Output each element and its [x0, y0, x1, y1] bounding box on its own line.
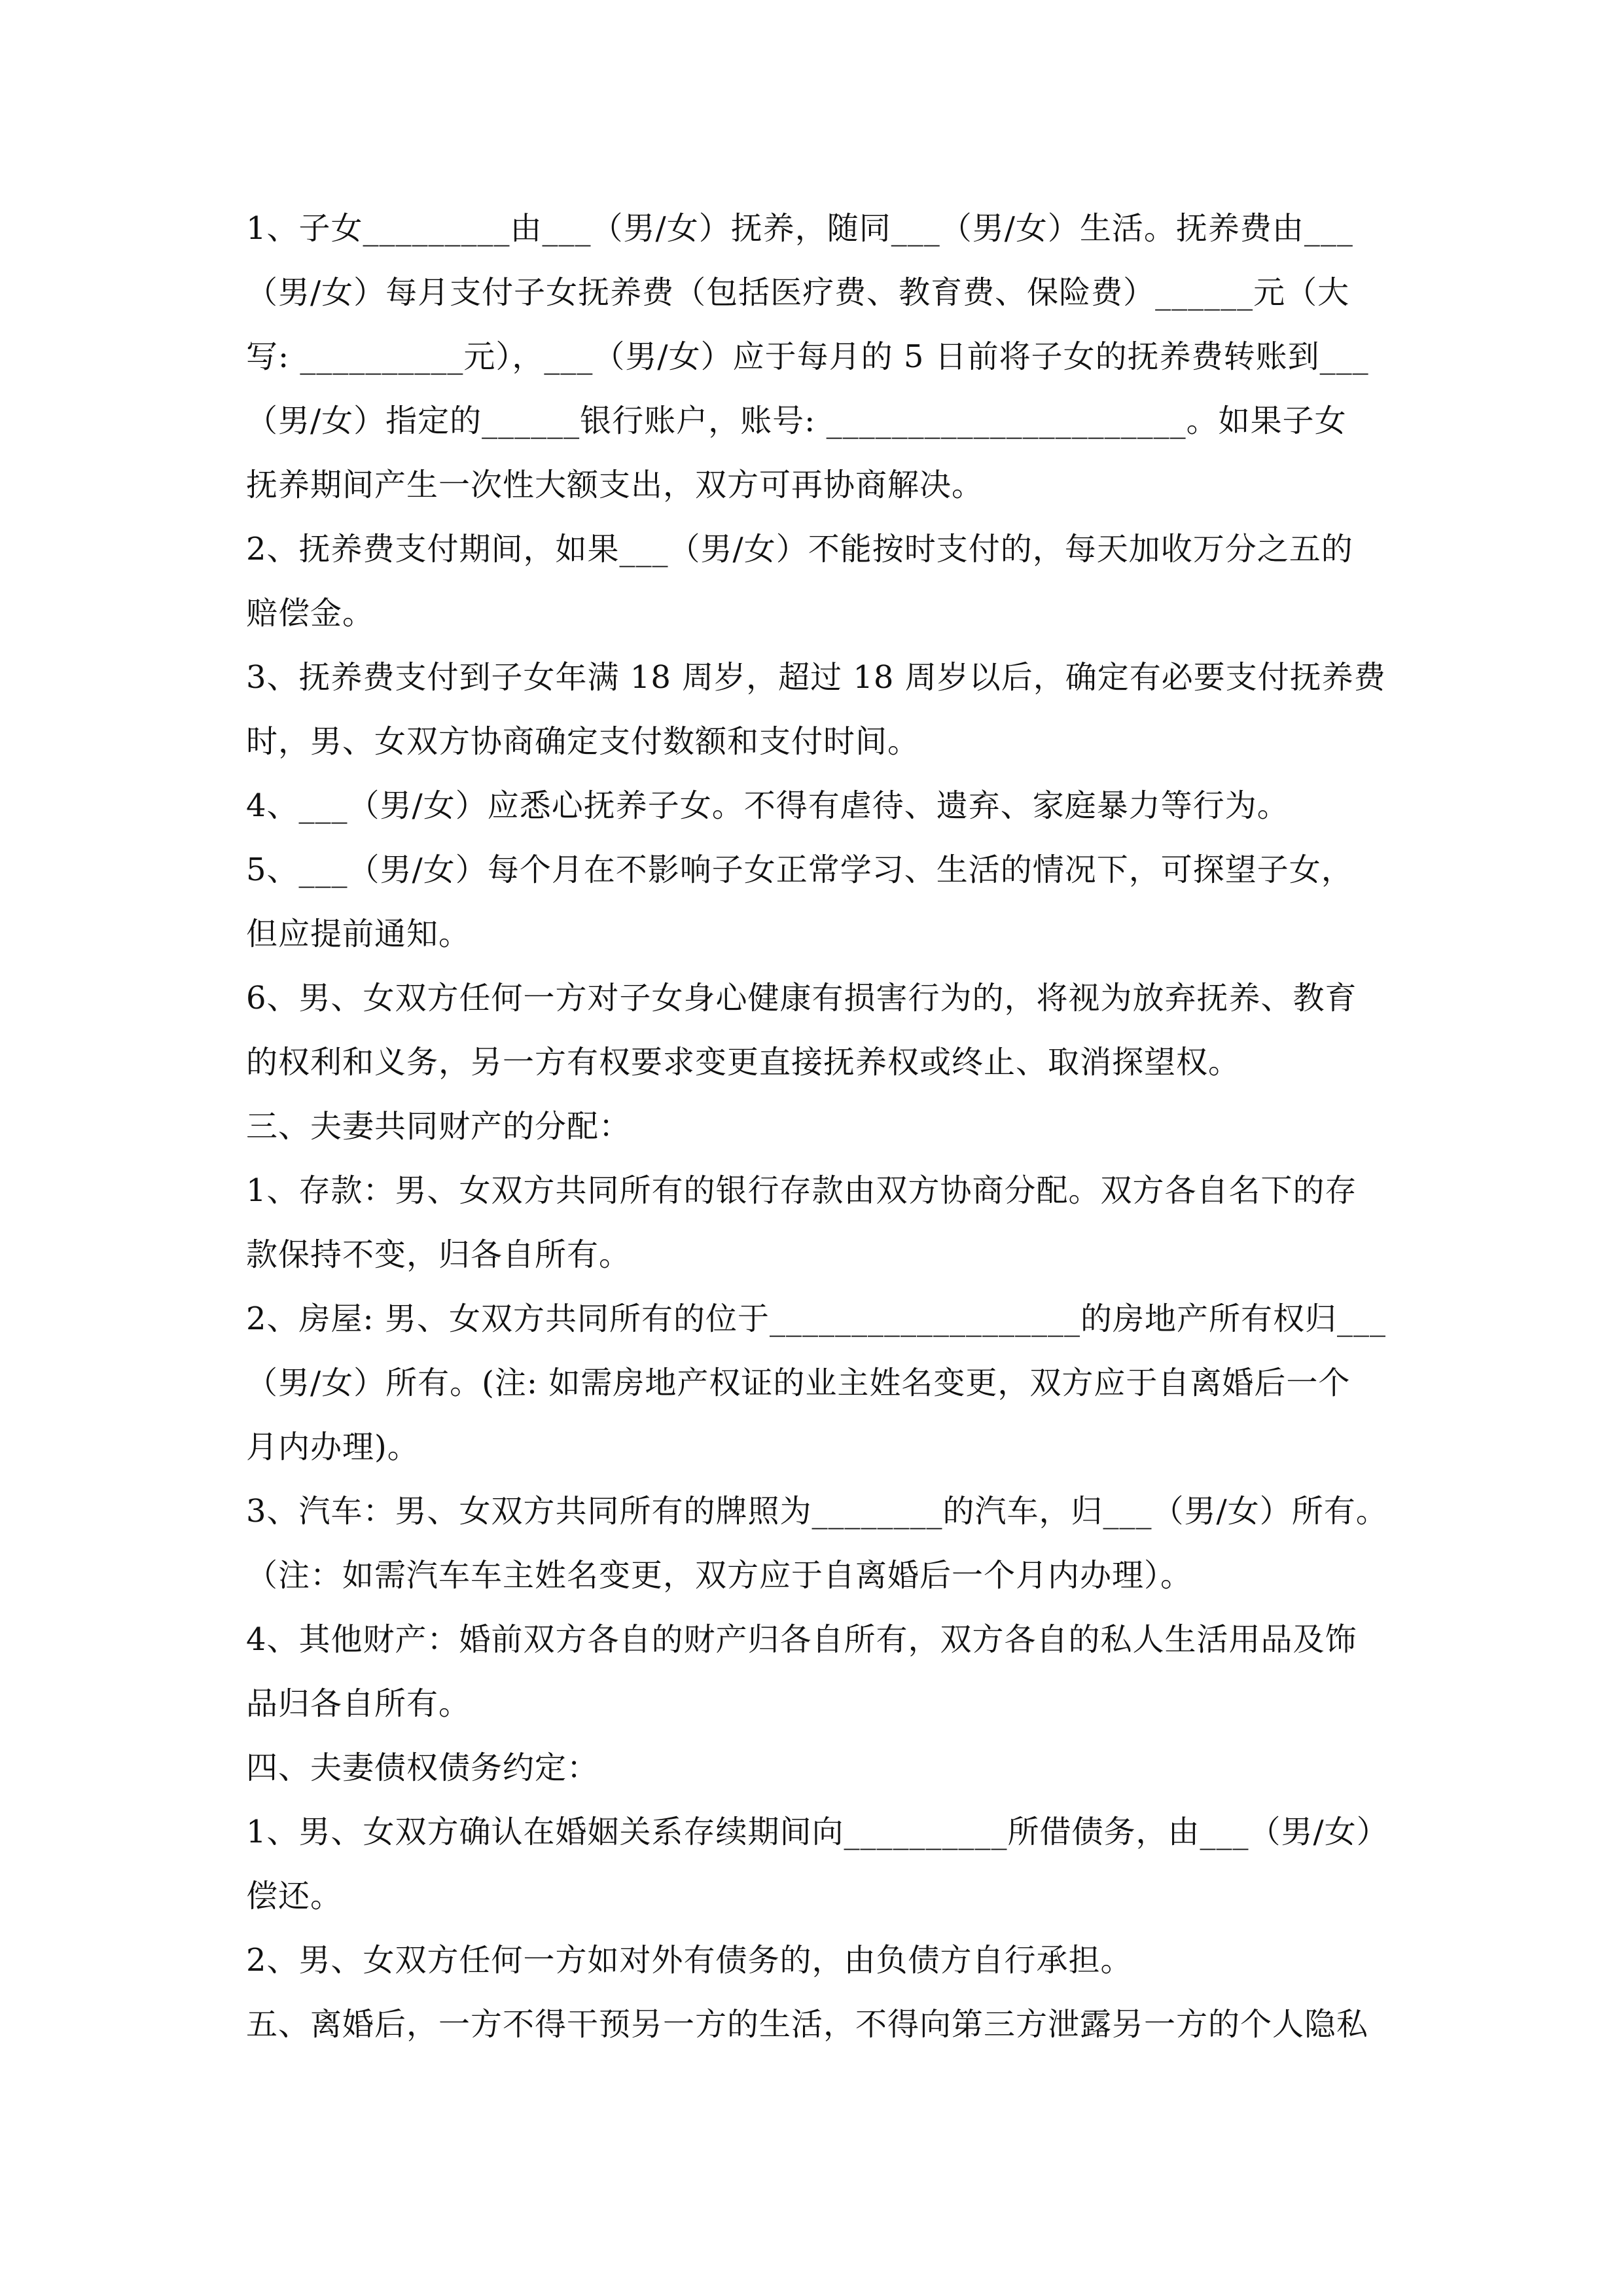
text-line: 2、房屋: 男、女双方共同所有的位于___________________的房地产所有权归___: [246, 1300, 1386, 1337]
text-line: （男/女）每月支付子女抚养费（包括医疗费、教育费、保险费）______元（大: [246, 274, 1350, 311]
text-line: 但应提前通知。: [246, 916, 471, 952]
text-line: 时，男、女双方协商确定支付数额和支付时间。: [246, 723, 920, 760]
text-line: 赔偿金。: [246, 595, 375, 632]
text-line: 品归各自所有。: [246, 1685, 471, 1722]
section-heading: 五、离婚后，一方不得干预另一方的生活，不得向第三方泄露另一方的个人隐私: [246, 2006, 1369, 2043]
text-line: 月内办理)。: [246, 1429, 419, 1465]
text-line: 3、汽车：男、女双方共同所有的牌照为________的汽车，归___（男/女）所有。: [246, 1493, 1388, 1530]
text-line: 4、其他财产：婚前双方各自的财产归各自所有，双方各自的私人生活用品及饰: [246, 1621, 1357, 1658]
text-line: 1、男、女双方确认在婚姻关系存续期间向__________所借债务，由___（男/女）: [246, 1814, 1389, 1850]
text-line: （注：如需汽车车主姓名变更，双方应于自离婚后一个月内办理）。: [246, 1557, 1193, 1594]
text-line: 2、抚养费支付期间，如果___（男/女）不能按时支付的，每天加收万分之五的: [246, 531, 1353, 567]
text-line: 款保持不变，归各自所有。: [246, 1236, 632, 1273]
text-line: （男/女）所有。(注: 如需房地产权证的业主姓名变更，双方应于自离婚后一个: [246, 1365, 1351, 1401]
section-heading: 三、夫妻共同财产的分配：: [246, 1108, 632, 1145]
text-line: 偿还。: [246, 1878, 343, 1914]
text-line: 1、子女_________由___（男/女）抚养，随同___（男/女）生活。抚养费由___: [246, 210, 1353, 247]
text-line: （男/女）指定的______银行账户，账号: ______________________。如果子女: [246, 403, 1347, 439]
text-line: 抚养期间产生一次性大额支出，双方可再协商解决。: [246, 467, 984, 503]
text-line: 6、男、女双方任何一方对子女身心健康有损害行为的，将视为放弃抚养、教育: [246, 980, 1357, 1016]
text-line: 写: __________元），___（男/女）应于每月的 5 日前将子女的抚养费转账到___: [246, 338, 1369, 375]
text-line: 2、男、女双方任何一方如对外有债务的，由负债方自行承担。: [246, 1942, 1133, 1979]
text-line: 4、___（男/女）应悉心抚养子女。不得有虐待、遗弃、家庭暴力等行为。: [246, 787, 1289, 824]
text-line: 3、抚养费支付到子女年满 18 周岁，超过 18 周岁以后，确定有必要支付抚养费: [246, 659, 1386, 696]
text-line: 1、存款：男、女双方共同所有的银行存款由双方协商分配。双方各自名下的存: [246, 1172, 1357, 1209]
text-line: 的权利和义务，另一方有权要求变更直接抚养权或终止、取消探望权。: [246, 1044, 1241, 1081]
section-heading: 四、夫妻债权债务约定：: [246, 1749, 599, 1786]
text-line: 5、___（男/女）每个月在不影响子女正常学习、生活的情况下，可探望子女，: [246, 852, 1353, 888]
